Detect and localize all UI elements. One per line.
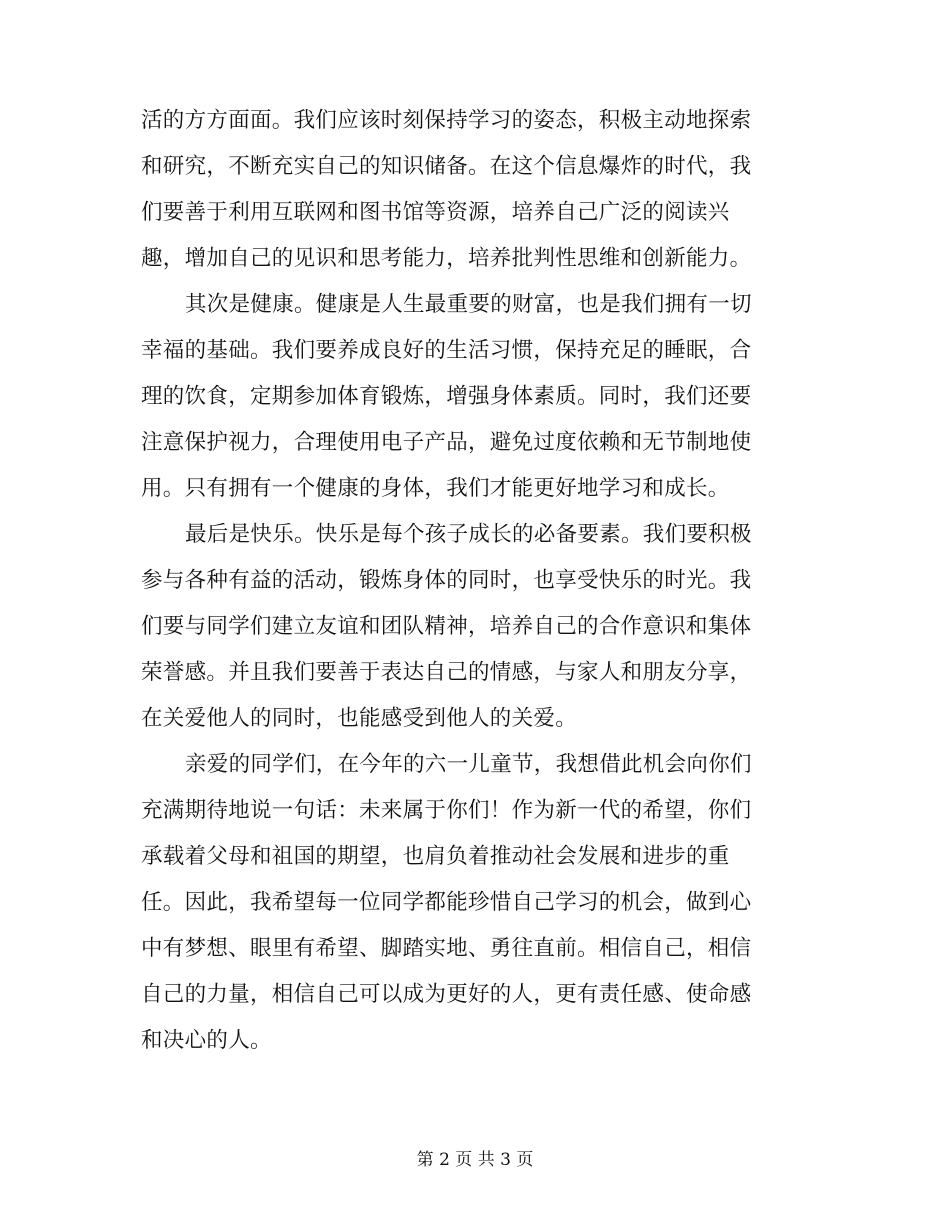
text-line: 和研究，不断充实自己的知识储备。在这个信息爆炸的时代，我: [141, 154, 752, 179]
text-line: 中有梦想、眼里有希望、脚踏实地、勇往直前。相信自己，相信: [141, 936, 752, 961]
text-line: 趣，增加自己的见识和思考能力，培养批判性思维和创新能力。: [141, 246, 752, 271]
text-line: 用。只有拥有一个健康的身体，我们才能更好地学习和成长。: [141, 476, 730, 501]
text-line: 承载着父母和祖国的期望，也肩负着推动社会发展和进步的重: [141, 844, 730, 869]
text-line: 和决心的人。: [141, 1028, 272, 1053]
paragraph: [141, 742, 801, 1064]
text-line: 活的方方面面。我们应该时刻保持学习的姿态，积极主动地探索: [141, 108, 752, 133]
paragraph: [141, 98, 801, 282]
paragraph: [141, 282, 801, 512]
document-body: [141, 98, 801, 1064]
text-line: 荣誉感。并且我们要善于表达自己的情感，与家人和朋友分享，: [141, 660, 752, 685]
paragraph: [141, 512, 801, 742]
text-line: 们要与同学们建立友谊和团队精神，培养自己的合作意识和集体: [141, 614, 752, 639]
text-line: 亲爱的同学们，在今年的六一儿童节，我想借此机会向你们: [185, 752, 752, 777]
text-line: 任。因此，我希望每一位同学都能珍惜自己学习的机会，做到心: [141, 890, 752, 915]
text-line: 最后是快乐。快乐是每个孩子成长的必备要素。我们要积极: [185, 522, 752, 547]
text-line: 注意保护视力，合理使用电子产品，避免过度依赖和无节制地使: [141, 430, 752, 455]
page-footer: 第 2 页 共 3 页: [416, 1150, 534, 1170]
text-line: 充满期待地说一句话：未来属于你们！作为新一代的希望，你们: [141, 798, 752, 823]
text-line: 参与各种有益的活动，锻炼身体的同时，也享受快乐的时光。我: [141, 568, 752, 593]
text-line: 们要善于利用互联网和图书馆等资源，培养自己广泛的阅读兴: [141, 200, 730, 225]
text-line: 自己的力量，相信自己可以成为更好的人，更有责任感、使命感: [141, 982, 752, 1007]
text-line: 在关爱他人的同时，也能感受到他人的关爱。: [141, 706, 578, 731]
text-line: 理的饮食，定期参加体育锻炼，增强身体素质。同时，我们还要: [141, 384, 752, 409]
text-line: 其次是健康。健康是人生最重要的财富，也是我们拥有一切: [185, 292, 752, 317]
text-line: 幸福的基础。我们要养成良好的生活习惯，保持充足的睡眠，合: [141, 338, 752, 363]
